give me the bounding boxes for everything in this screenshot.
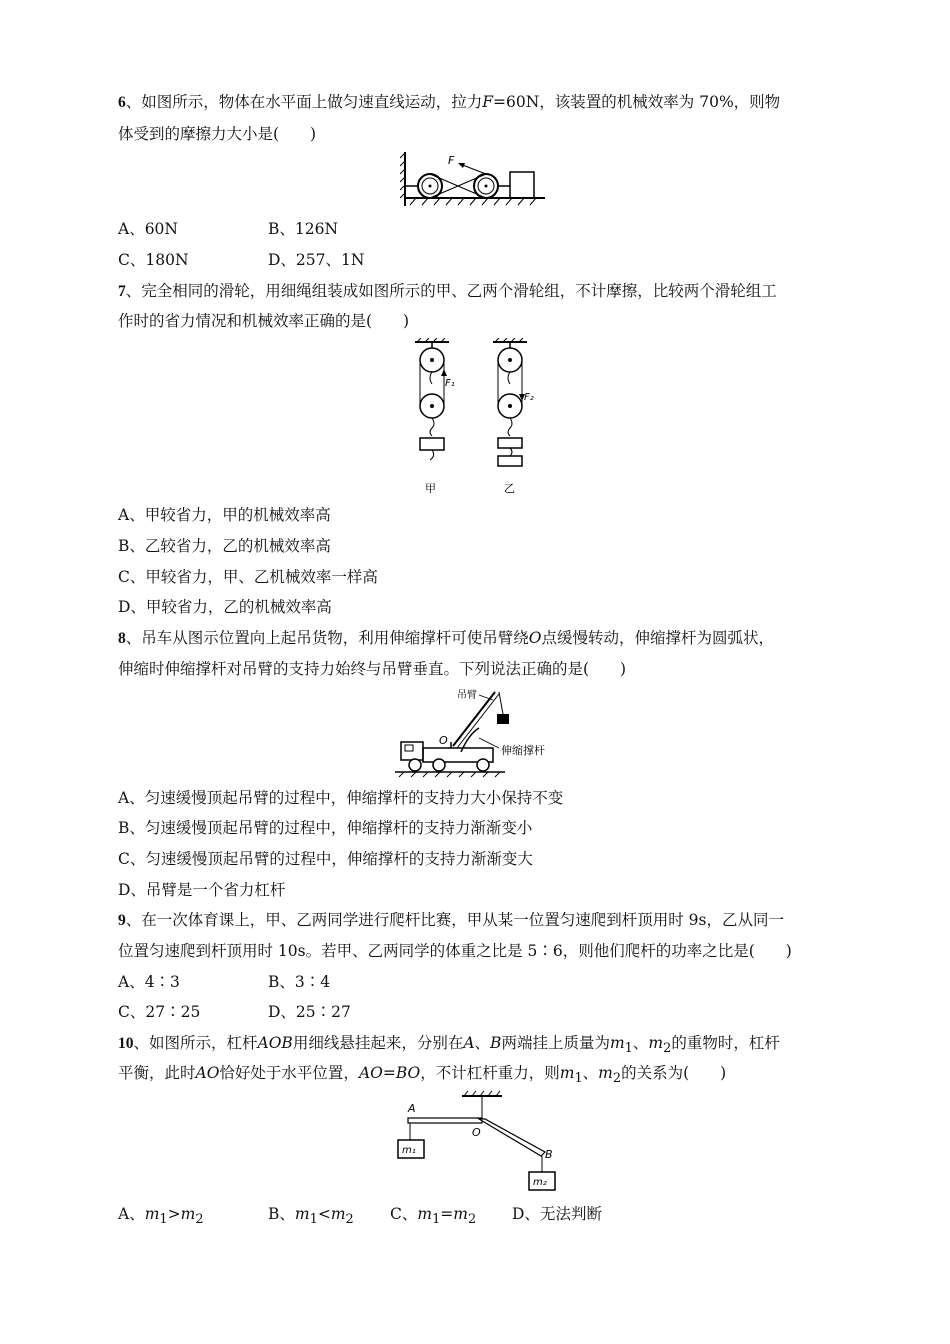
q7-option-c[interactable]: C、甲较省力，甲、乙机械效率一样高 [118, 568, 378, 586]
q10-fig-label-B: B [545, 1148, 553, 1161]
q6-var-F: F [482, 93, 494, 111]
q10-text: 平衡，此时 [118, 1064, 196, 1082]
q9-option-a[interactable]: A、4∶3 [118, 973, 180, 991]
q6-line1 [118, 92, 780, 113]
q7-fig-label-jia: 甲 [425, 482, 436, 495]
q6-figure [400, 150, 550, 216]
q9-option-d[interactable]: D、25∶27 [268, 1003, 351, 1021]
q10-var-m2: m [330, 1205, 346, 1223]
q10-text: ，不计杠杆重力，则 [420, 1064, 560, 1082]
q10-var-AOB: AOB [257, 1034, 293, 1052]
q10-var-A: A [463, 1034, 475, 1052]
option-prefix: C、 [390, 1205, 418, 1223]
q10-fig-label-m1: m₁ [402, 1145, 416, 1156]
q10-sub: 1 [624, 1041, 633, 1057]
q8-option-a[interactable]: A、匀速缓慢顶起吊臂的过程中，伸缩撑杆的支持力大小保持不变 [118, 789, 564, 807]
q10-var-m2: m [453, 1205, 468, 1223]
q9-option-b[interactable]: B、3∶4 [268, 973, 331, 991]
q9-line1 [118, 910, 784, 931]
q8-figure [395, 686, 565, 782]
q8-fig-label-arm: 吊臂 [457, 690, 477, 701]
q7-fig-label-F2: F₂ [524, 392, 534, 403]
q10-sub: 2 [612, 1071, 622, 1087]
q10-var-m2: m [598, 1064, 613, 1082]
q7-figure [405, 338, 545, 504]
q10-text: 用细线悬挂起来，分别在 [292, 1034, 464, 1052]
q8-text: 点缓慢转动，伸缩撑杆为圆弧状， [541, 629, 774, 647]
q10-text: 的重物时，杠杆 [671, 1034, 780, 1052]
q6-option-d[interactable]: D、257、1N [268, 251, 365, 269]
q10-sub: 1 [309, 1212, 318, 1228]
q10-var-m1: m [609, 1034, 625, 1052]
q10-var-m1: m [559, 1064, 575, 1082]
q6-fig-label-F: F [448, 154, 455, 167]
q8-var-O: O [528, 629, 542, 647]
q6-option-a[interactable]: A、60N [118, 220, 178, 238]
q10-option-b[interactable] [268, 1204, 354, 1230]
q10-line1 [118, 1033, 780, 1059]
q10-figure [390, 1090, 570, 1200]
q10-var-eq: AO=BO [358, 1064, 421, 1082]
option-text: 无法判断 [539, 1205, 602, 1223]
q10-sub: 2 [345, 1212, 354, 1228]
q10-operator: > [167, 1205, 181, 1223]
q9-number: 9 [118, 912, 126, 929]
q6-option-b[interactable]: B、126N [268, 220, 339, 238]
q8-fig-label-O: O [439, 734, 448, 747]
q7-option-d[interactable]: D、甲较省力，乙的机械效率高 [118, 598, 332, 616]
q10-var-AO: AO [195, 1064, 220, 1082]
q7-option-a[interactable]: A、甲较省力，甲的机械效率高 [118, 506, 331, 524]
q10-text: 恰好处于水平位置， [219, 1064, 359, 1082]
q10-var-m1: m [144, 1205, 160, 1223]
q10-number: 10 [118, 1035, 134, 1052]
q10-fig-label-O: O [472, 1126, 481, 1139]
q10-sub: 2 [663, 1041, 672, 1057]
q10-var-m2: m [648, 1034, 664, 1052]
q10-text: 、如图所示，杠杆 [133, 1034, 258, 1052]
q8-option-c[interactable]: C、匀速缓慢顶起吊臂的过程中，伸缩撑杆的支持力渐渐变大 [118, 850, 533, 868]
q10-text: 、 [582, 1064, 599, 1082]
q8-line2: 伸缩时伸缩撑杆对吊臂的支持力始终与吊臂垂直。下列说法正确的是( ) [118, 660, 627, 678]
option-prefix: D、 [512, 1205, 540, 1223]
q10-text: 、 [474, 1034, 491, 1052]
q10-sub: 2 [195, 1212, 204, 1228]
q7-line2: 作时的省力情况和机械效率正确的是( ) [118, 312, 410, 330]
q10-var-m1: m [417, 1205, 433, 1223]
q10-operator: = [440, 1205, 454, 1223]
q7-fig-label-yi: 乙 [504, 482, 515, 495]
q8-text: 、吊车从图示位置向上起吊货物，利用伸缩撑杆可使吊臂绕 [125, 629, 529, 647]
q8-line1 [118, 628, 774, 649]
q10-sub: 2 [468, 1212, 477, 1228]
q7-number: 7 [118, 283, 126, 300]
q10-text: 的关系为( ) [621, 1064, 727, 1082]
q6-text: 、如图所示，物体在水平面上做匀速直线运动，拉力 [125, 93, 483, 111]
q10-option-c[interactable] [390, 1204, 476, 1230]
q10-var-m2: m [180, 1205, 196, 1223]
q6-number: 6 [118, 94, 126, 111]
q10-operator: < [317, 1205, 331, 1223]
q6-text: =60N，该装置的机械效率为 70%，则物 [493, 93, 781, 111]
q8-fig-label-rod: 伸缩撑杆 [501, 744, 545, 757]
q9-text: 、在一次体育课上，甲、乙两同学进行爬杆比赛，甲从某一位置匀速爬到杆顶用时 9s，乙从同一 [125, 911, 784, 929]
q7-option-b[interactable]: B、乙较省力，乙的机械效率高 [118, 537, 331, 555]
option-prefix: B、 [268, 1205, 295, 1223]
q10-fig-label-m2: m₂ [533, 1177, 547, 1188]
q10-sub: 1 [432, 1212, 441, 1228]
q10-option-d[interactable] [512, 1204, 602, 1224]
option-prefix: A、 [118, 1205, 145, 1223]
q7-fig-label-F1: F₁ [445, 378, 455, 389]
q9-line2: 位置匀速爬到杆顶用时 10s。若甲、乙两同学的体重之比是 5∶6，则他们爬杆的功率之比是( ) [118, 942, 792, 960]
q10-var-B: B [490, 1034, 502, 1052]
q10-sub: 1 [159, 1212, 168, 1228]
q8-option-b[interactable]: B、匀速缓慢顶起吊臂的过程中，伸缩撑杆的支持力渐渐变小 [118, 819, 533, 837]
q8-number: 8 [118, 630, 126, 647]
q10-text: 两端挂上质量为 [501, 1034, 610, 1052]
q10-sub: 1 [574, 1071, 583, 1087]
q9-option-c[interactable]: C、27∶25 [118, 1003, 201, 1021]
q10-option-a[interactable] [118, 1204, 204, 1230]
q10-text: 、 [632, 1034, 649, 1052]
q10-fig-label-A: A [408, 1102, 416, 1115]
q7-text: 、完全相同的滑轮，用细绳组装成如图所示的甲、乙两个滑轮组，不计摩擦，比较两个滑轮组工 [125, 282, 777, 300]
q10-line2 [118, 1063, 726, 1089]
q10-var-m1: m [294, 1205, 310, 1223]
q8-option-d[interactable]: D、吊臂是一个省力杠杆 [118, 881, 286, 899]
q6-option-c[interactable]: C、180N [118, 251, 189, 269]
q6-line2: 体受到的摩擦力大小是( ) [118, 125, 317, 143]
q7-line1 [118, 281, 777, 302]
